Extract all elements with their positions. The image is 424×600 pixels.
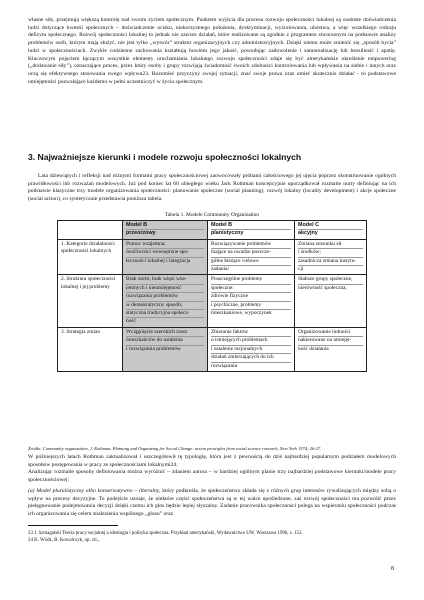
cell-line: Poszczególne problemy bbox=[211, 276, 291, 284]
cell-line: ność bbox=[126, 318, 136, 325]
cell-line: statyczna tradycyjna społecz- bbox=[126, 310, 204, 318]
models-table bbox=[57, 220, 367, 372]
row-label-line: 1. Kategorie działalności bbox=[61, 240, 115, 247]
cell-line: społeczne: bbox=[211, 285, 291, 293]
cell-line: o istniejących problemach bbox=[211, 337, 291, 345]
footnotes bbox=[28, 531, 396, 544]
list-item-text: który podkreśla, że społeczeństwo składa się z różnych grup interesów rywalizujących między sobą o wpływ na procesy decyzyjne. To podejście uznaje, że niektóre części społeczeństwa są w tej walce upośledzone, zaś rozwój społeczności ma pozwolić przez pielęgnowanie podejmowania decyzji dzięki czemu ich głos będzie lepiej słyszalny. Zadanie pracownika społeczności polega na wspieraniu społeczności podczas ich organizowania się celem znalezienia wspólnego „głosu” oraz bbox=[28, 488, 396, 518]
table-header-model-c bbox=[295, 221, 367, 240]
cell-line: zdrowie fizyczne bbox=[211, 293, 291, 301]
row-label-line: 3. Strategia zmian bbox=[61, 328, 101, 335]
list-item-marker: (a) Model pluralistyczny albo konserwatywno – liberalny, bbox=[28, 488, 161, 494]
cell-line: mające na uwadze poszcze- bbox=[211, 249, 291, 257]
cell-line: nierówność społeczna, bbox=[298, 284, 347, 291]
cell-line: Pomoc wzajemna; bbox=[126, 241, 204, 249]
footnote: 24 K. Wódz, B. Kowalczyk, op. cit., bbox=[28, 537, 100, 543]
cell-line: Brak norm; brak więzi wza- bbox=[126, 276, 204, 284]
cell-line: i psychiczne, problemy bbox=[211, 302, 291, 310]
table-header-empty bbox=[58, 221, 123, 240]
cell-line: Zbieranie faktów bbox=[211, 329, 291, 337]
table-cell bbox=[208, 275, 295, 327]
after-text bbox=[28, 454, 396, 485]
header-sub: planistyczny bbox=[211, 230, 244, 237]
table-row bbox=[58, 275, 367, 327]
table-row bbox=[58, 239, 367, 275]
table-row-label bbox=[58, 239, 123, 275]
cell-line: i ustalenie racjonalnych bbox=[211, 346, 291, 354]
row-label-line: lokalnej i jej problemy bbox=[61, 283, 110, 290]
after-paragraph: W późniejszych latach Rothman zaktualizował i uszczegółowił tę typologię, która jest z pewnością do dziś najbardziej popularnym podziałem modelowych sposobów postępowania w pracy ze społecznościami lokalnymi24. bbox=[28, 454, 396, 468]
table-cell bbox=[208, 327, 295, 371]
cell-line: i środków; bbox=[298, 249, 363, 257]
cell-line: zasadnicza zmiana instytu- bbox=[298, 258, 363, 266]
row-label-line: 2. Struktura społeczności bbox=[61, 276, 116, 283]
cell-line: możliwości wewnętrzne spo- bbox=[126, 249, 204, 257]
intro-paragraph: własne siły, przejmują większą kontrolę nad swoim życiem społecznym. Punktem wyjścia dla procesu rozwoju społeczności lokalnej są osobiste doświadczenia ludzi dotyczące kwestii społecznych – doświadczenie ucisku, niekorzystnego położenia, dyskryminacji, wyizolowania, ubóstwa, a więc wszelkiego rodzaju deficytu społecznego. Rozwój społeczności lokalnej to jednak nie zawsze działań, które realizowane są zgodnie z programem stworzonym na podstawie analizy problemów osób, którym mają służyć, nie jest tylko „wytwór” struktur organizacyjnych czy administracyjnych. Dzięki niemu może zmienić się „sposób bycia” ludzi w społecznościach. Zwykle codzienne zachowania kształtują bowiem jego jakość, powodując zadowolenie i samorealizację lub bezsilność i apatię. Kluczowym pojęciem łączącym wszystkie elementy uruchamiania lokalnego rozwoju społeczności zdaje się być amerykańskie określenie empowering („dodawanie siły”), oznaczające proces, przez który osoby i grupy rozwijają świadomość swoich zdolności kontrolowania lub wpływania na siebie i innych oraz uczą się efektywnego stosowania swego wpływu23. Rozumieć przyczyny swojej sytuacji, znać swoje prawa oraz umieć skutecznie działać - to podstawowe umiejętności pozwalające każdemu w pełni uczestniczyć w życiu społecznym. bbox=[28, 17, 396, 85]
section-text bbox=[28, 173, 396, 204]
page-number: 8 bbox=[391, 566, 394, 572]
table-cell bbox=[295, 327, 367, 371]
cell-line: nakierowane na umiejęt- bbox=[298, 337, 363, 345]
section-heading: 3. Najważniejsze kierunki i modele rozwoju społeczności lokalnych bbox=[28, 152, 302, 162]
table-row-label bbox=[58, 327, 123, 371]
footnote: 23 J. Szmagalski Teoria pracy socjalnej a ideologia i polityka społeczna. Przykład amerykański, Wydawnictwo UW, Warszawa 1996, s. 153. bbox=[28, 531, 303, 536]
table-cell bbox=[123, 239, 208, 275]
cell-line: działań zmierzających do ich bbox=[211, 354, 291, 362]
row-label-line: społeczności lokalnych bbox=[61, 248, 112, 255]
table-cell bbox=[295, 239, 367, 275]
cell-line: zadania/ bbox=[211, 266, 229, 273]
cell-line: mieszkańców do ustalenia bbox=[126, 337, 204, 345]
table-cell bbox=[123, 327, 208, 371]
header-name: Model B bbox=[126, 222, 204, 230]
table-row-label bbox=[58, 275, 123, 327]
table-caption: Tabela 1. Modele Community Organization bbox=[165, 212, 259, 218]
intro-text bbox=[28, 17, 396, 86]
table-row bbox=[58, 327, 367, 371]
cell-line: rozwiązania problemów bbox=[126, 293, 204, 301]
cell-line: Słabsze grupy społeczne, bbox=[298, 276, 363, 284]
table-header-model-b bbox=[208, 221, 295, 240]
cell-line: i rozwiązania problemów bbox=[126, 345, 181, 352]
cell-line: Organizowanie ludności bbox=[298, 329, 363, 337]
section-paragraph: Lata dziewiątych i refleksji nad różnymi formami pracy społecznościowej zaowocowały próbami całościowego jej ujęcia poprzez skonstruowanie ogólnych prawidłowości lub rozważań modelowych. Już pod koniec lat 60 ubiegłego wieku Jack Rothman koncepcyjnie uporządkował rozmaite nurty definiując na ich podstawie klasyczne trzy modele organizowania społeczności: planowanie społeczne (social planning), rozwój lokalny (locality development) i akcje społeczne (social action), co syntetycznie przedstawia poniższa tabela. bbox=[28, 173, 396, 203]
cell-line: łeczności lokalnej i integracja bbox=[126, 257, 191, 264]
table-cell bbox=[295, 275, 367, 327]
table-cell bbox=[123, 275, 208, 327]
cell-line: ność działania bbox=[298, 345, 329, 352]
cell-line: mieszkaniowe, wypoczynek bbox=[211, 310, 272, 317]
table-body bbox=[58, 239, 367, 371]
cell-line: w demokratyczny sposób; bbox=[126, 302, 204, 310]
after-paragraph: Analizując rozmaite sposoby definiowania można wyróżnić – zdaniem autora – w bardziej ogólnym planie trzy najbardziej podstawowe kierunki/modele pracy społecznościowej: bbox=[28, 469, 396, 484]
table-header-model-a bbox=[123, 221, 208, 240]
table-cell bbox=[208, 239, 295, 275]
cell-line: Rozwiązywanie problemów bbox=[211, 241, 291, 249]
cell-line: cji bbox=[298, 266, 304, 273]
header-name: Model C bbox=[298, 222, 363, 230]
table-source: Źródło: Community organization, J. Rothman, Planning and Organizing for Social Change: action principles from social science research, New York 1974; 26-27. bbox=[28, 446, 322, 451]
table-header-row bbox=[58, 221, 367, 240]
header-sub: przeorzowy bbox=[126, 230, 156, 237]
cell-line: Wciągnięcie szerokich rzesz bbox=[126, 329, 204, 337]
list-item-a bbox=[28, 488, 396, 519]
header-name: Model B bbox=[211, 222, 291, 230]
footnote-divider bbox=[28, 525, 118, 526]
cell-line: rozwiązania bbox=[211, 362, 238, 369]
cell-line: jemnych i nieumiejętność bbox=[126, 285, 204, 293]
cell-line: gólne bieżące /celowe bbox=[211, 258, 291, 266]
cell-line: Zmiana stosunku sił bbox=[298, 241, 363, 249]
header-sub: akcyjny bbox=[298, 230, 318, 237]
